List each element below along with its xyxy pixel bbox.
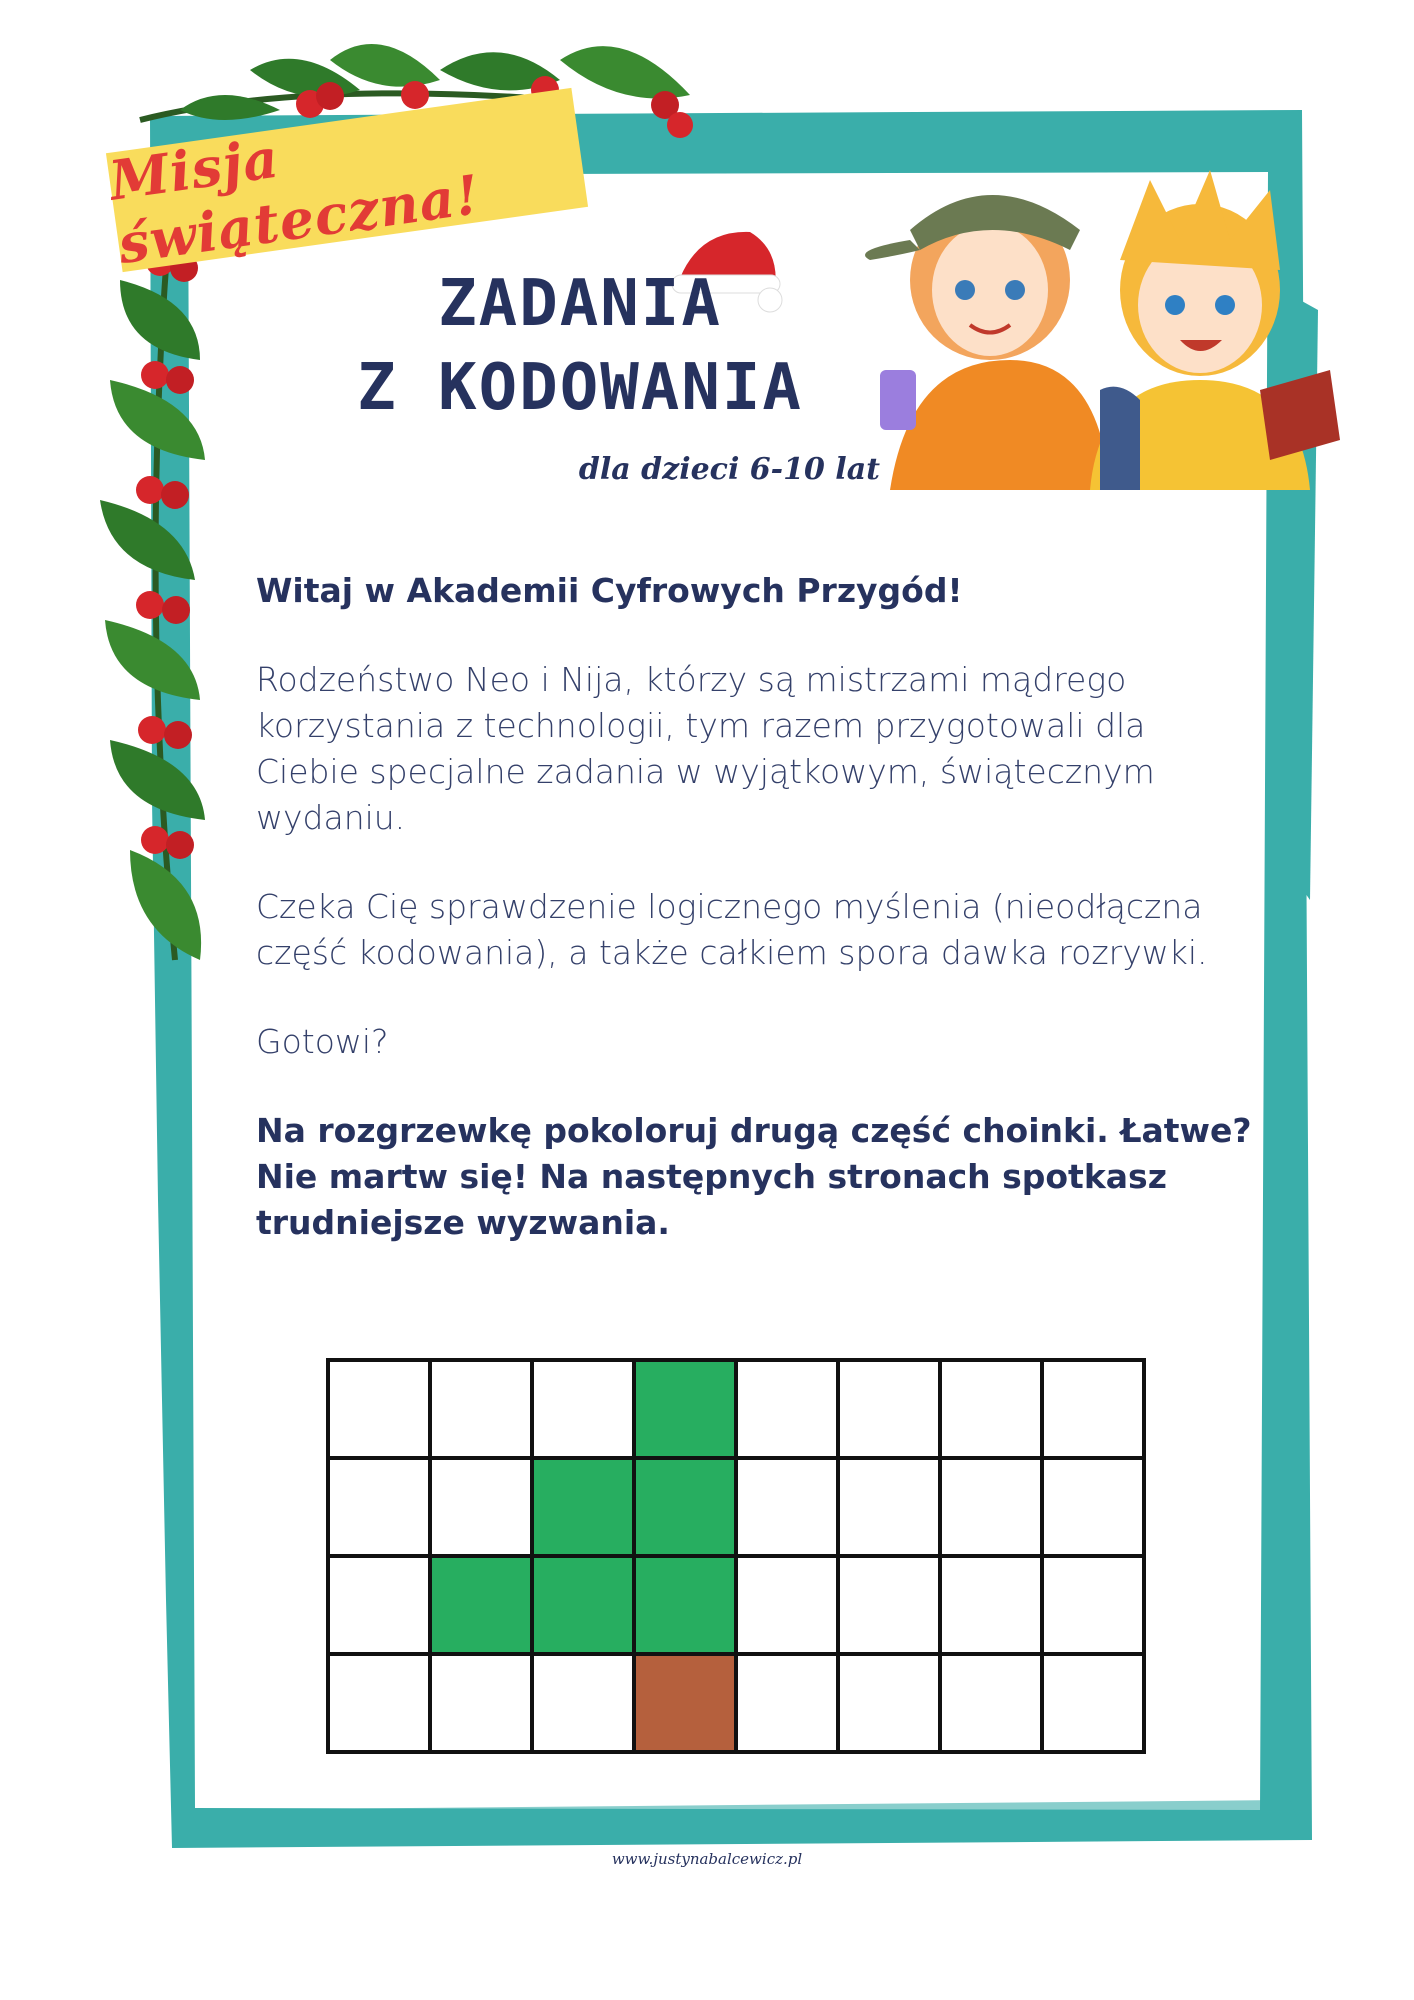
grid-cell[interactable] <box>432 1460 530 1554</box>
grid-cell[interactable] <box>534 1558 632 1652</box>
grid-cell[interactable] <box>1044 1362 1142 1456</box>
grid-cell[interactable] <box>330 1656 428 1750</box>
ready-question: Gotowi? <box>256 1022 389 1061</box>
banner-text: Misja świąteczna! <box>105 125 484 277</box>
grid-cell[interactable] <box>840 1460 938 1554</box>
footer-url: www.justynabalcewicz.pl <box>611 1850 803 1868</box>
grid-cell[interactable] <box>840 1362 938 1456</box>
grid-cell[interactable] <box>636 1656 734 1750</box>
grid-cell[interactable] <box>942 1362 1040 1456</box>
grid-cell[interactable] <box>636 1362 734 1456</box>
grid-cell[interactable] <box>432 1656 530 1750</box>
grid-cell[interactable] <box>534 1362 632 1456</box>
title-line-2: Z KODOWANIA <box>357 351 803 425</box>
grid-cell[interactable] <box>942 1656 1040 1750</box>
grid-cell[interactable] <box>738 1656 836 1750</box>
grid-cell[interactable] <box>636 1558 734 1652</box>
grid-cell[interactable] <box>432 1558 530 1652</box>
page-title <box>330 262 830 430</box>
grid-cell[interactable] <box>840 1656 938 1750</box>
task-instruction: Na rozgrzewkę pokoloruj drugą część choinki. Łatwe? Nie martw się! Na następnych stronach spotkasz trudniejsze wyzwania. <box>256 1111 1252 1242</box>
grid-cell[interactable] <box>330 1558 428 1652</box>
boy-figure <box>1090 170 1340 490</box>
grid-cell[interactable] <box>1044 1460 1142 1554</box>
kids-illustration <box>850 140 1350 490</box>
intro-paragraph: Rodzeństwo Neo i Nija, którzy są mistrzami mądrego korzystania z technologii, tym razem przygotowali dla Ciebie specjalne zadania w wyjątkowym, świątecznym wydaniu. <box>256 660 1155 837</box>
grid-cell[interactable] <box>330 1362 428 1456</box>
main-content <box>256 568 1256 1289</box>
grid-cell[interactable] <box>636 1460 734 1554</box>
grid-cell[interactable] <box>738 1558 836 1652</box>
grid-cell[interactable] <box>942 1460 1040 1554</box>
grid-cell[interactable] <box>1044 1558 1142 1652</box>
grid-cell[interactable] <box>534 1460 632 1554</box>
grid-cell[interactable] <box>738 1362 836 1456</box>
coloring-grid[interactable] <box>326 1358 1146 1754</box>
grid-cell[interactable] <box>330 1460 428 1554</box>
grid-cell[interactable] <box>432 1362 530 1456</box>
girl-figure <box>865 195 1110 490</box>
grid-cell[interactable] <box>942 1558 1040 1652</box>
challenge-paragraph: Czeka Cię sprawdzenie logicznego myślenia (nieodłączna część kodowania), a także całkiem spora dawka rozrywki. <box>256 887 1208 972</box>
greeting-heading: Witaj w Akademii Cyfrowych Przygód! <box>256 571 963 610</box>
grid-cell[interactable] <box>840 1558 938 1652</box>
page-subtitle: dla dzieci 6-10 lat <box>578 452 880 487</box>
grid-cell[interactable] <box>738 1460 836 1554</box>
grid-cell[interactable] <box>534 1656 632 1750</box>
grid-cell[interactable] <box>1044 1656 1142 1750</box>
title-line-1: ZADANIA <box>438 267 722 341</box>
